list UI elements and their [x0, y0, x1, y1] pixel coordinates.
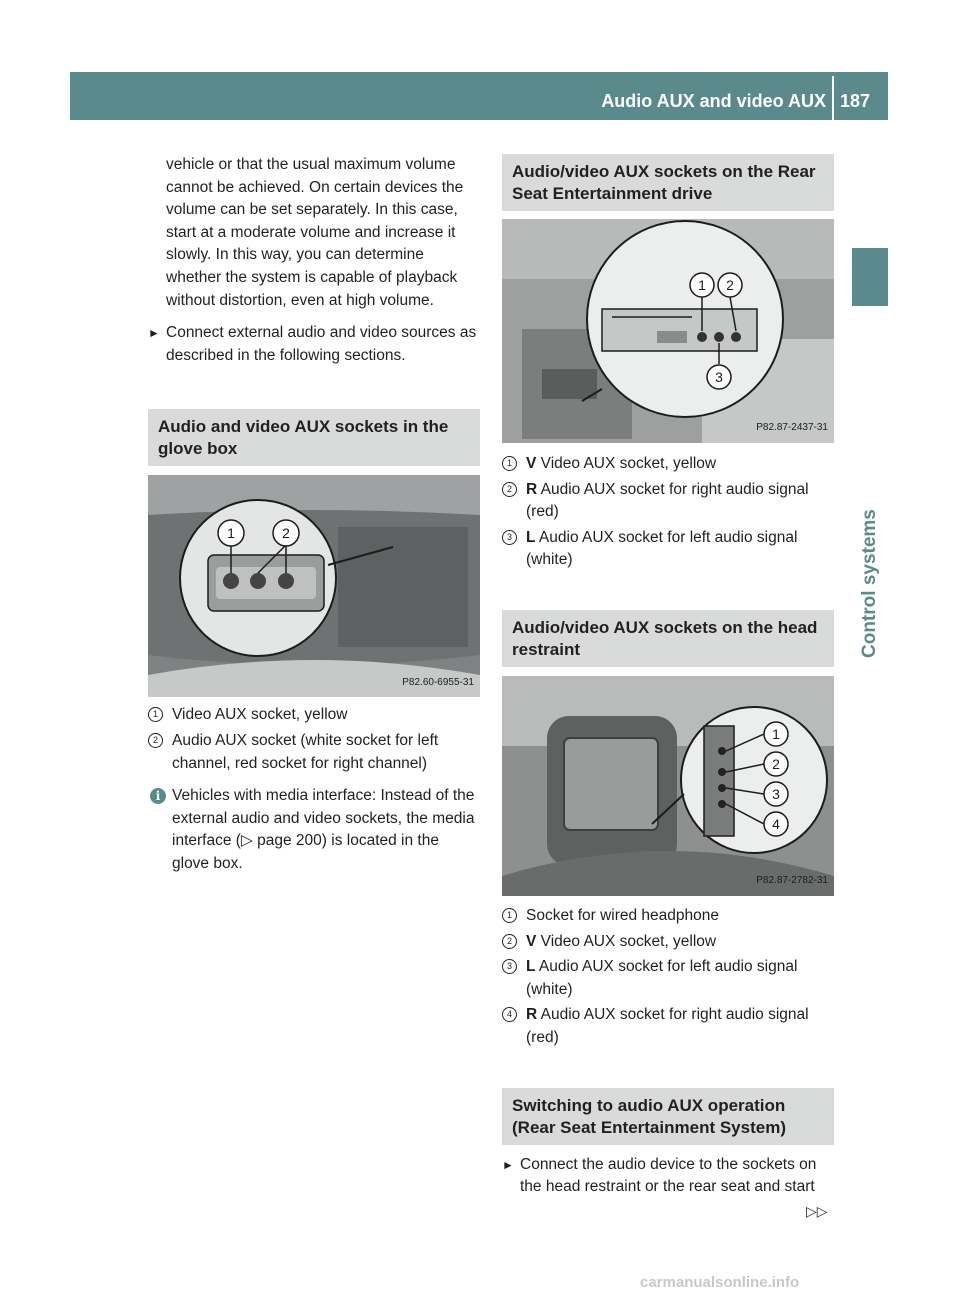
legend-text: Video AUX socket, yellow — [536, 932, 717, 950]
legend-text: Socket for wired headphone — [526, 906, 720, 924]
watermark: carmanualsonline.info — [640, 1274, 800, 1291]
callout-number-icon: 2 — [148, 733, 163, 748]
arrow-bullet-icon: ► — [148, 326, 160, 341]
instruction-bullet — [148, 322, 480, 367]
info-icon: i — [150, 788, 166, 804]
legend-item — [502, 527, 834, 572]
svg-text:2: 2 — [282, 525, 290, 542]
figure-code: P82.87-2437-31 — [756, 422, 828, 434]
legend-item — [502, 479, 834, 524]
callout-number-icon: 1 — [148, 707, 163, 722]
intro-paragraph: vehicle or that the usual maximum volume cannot be achieved. On certain devices the volume can be set separately. In this case, start at a moderate volume and increase it slowly. In this way, you can determine whether the system is capable of playback without distortion, even at high volume. — [166, 156, 464, 309]
legend-item — [148, 704, 480, 727]
legend-text: Audio AUX socket for right audio signal (red) — [526, 480, 809, 521]
svg-text:3: 3 — [772, 785, 780, 802]
callout-number-icon: 3 — [502, 530, 517, 545]
head-restraint-figure — [502, 676, 834, 896]
legend-key: V — [526, 455, 537, 472]
legend-item — [502, 1004, 834, 1049]
legend-item — [148, 730, 480, 775]
page-title: Audio AUX and video AUX — [601, 91, 826, 111]
legend-text: Audio AUX socket for left audio signal (white) — [526, 958, 798, 998]
legend-item — [502, 931, 834, 954]
page-number: 187 — [840, 91, 871, 111]
side-tab-text: Control systems — [859, 509, 880, 658]
instruction-bullet — [502, 1154, 834, 1199]
instruction-text: Connect the audio device to the sockets on the head restraint or the rear seat and start — [520, 1155, 817, 1196]
svg-text:1: 1 — [698, 277, 706, 293]
section-heading-rear-seat: Audio/video AUX sockets on the Rear Seat Entertainment drive — [502, 154, 834, 211]
glove-box-illustration — [148, 475, 480, 697]
legend-item — [502, 905, 834, 928]
svg-text:2: 2 — [772, 755, 780, 772]
info-note — [148, 785, 480, 875]
head-restraint-illustration — [502, 676, 834, 896]
legend-key: V — [526, 932, 537, 950]
callout-number-icon: 3 — [502, 959, 517, 974]
legend-item — [502, 956, 834, 1001]
legend-text: Audio AUX socket for right audio signal (red) — [526, 1006, 809, 1046]
side-tab-label — [856, 318, 886, 658]
continue-marker: ▷▷ — [806, 1203, 828, 1219]
legend-key: R — [526, 1006, 538, 1024]
legend-item — [502, 453, 834, 476]
info-text: Vehicles with media interface: Instead of the external audio and video sockets, the media interface (▷ page 200) is located in the glove box. — [172, 787, 475, 872]
section-heading-glove-box: Audio and video AUX sockets in the glove box — [148, 409, 480, 466]
left-column — [148, 154, 480, 876]
callout-number-icon: 4 — [502, 1007, 517, 1022]
arrow-bullet-icon: ► — [502, 1157, 514, 1172]
right-column — [502, 154, 834, 1199]
section-heading-head-restraint: Audio/video AUX sockets on the head restraint — [502, 610, 834, 667]
legend-key: L — [526, 958, 536, 976]
callout-number-icon: 1 — [502, 908, 517, 923]
rear-seat-figure — [502, 219, 834, 443]
legend-text: Video AUX socket, yellow — [536, 455, 717, 472]
svg-text:4: 4 — [772, 815, 780, 832]
legend-key: L — [526, 528, 536, 546]
section-heading-audio-aux-operation: Switching to audio AUX operation (Rear Seat Entertainment System) — [502, 1088, 834, 1145]
figure-code: P82.60-6955-31 — [402, 676, 474, 688]
callout-number-icon: 2 — [502, 934, 517, 949]
figure-code: P82.87-2782-31 — [756, 875, 828, 887]
svg-text:1: 1 — [227, 525, 235, 542]
legend-text: Audio AUX socket (white socket for left channel, red socket for right channel) — [172, 731, 439, 772]
side-tab-marker — [852, 248, 888, 306]
legend-text: Audio AUX socket for left audio signal (white) — [526, 528, 798, 569]
svg-text:1: 1 — [772, 725, 780, 742]
header-divider — [832, 76, 834, 120]
callout-number-icon: 2 — [502, 482, 517, 497]
svg-text:3: 3 — [715, 369, 723, 385]
instruction-text: Connect external audio and video sources as described in the following sections. — [166, 324, 477, 364]
rear-seat-illustration — [502, 219, 834, 443]
svg-text:2: 2 — [726, 277, 734, 293]
legend-key: R — [526, 480, 538, 498]
callout-number-icon: 1 — [502, 456, 517, 471]
glove-box-figure — [148, 475, 480, 697]
legend-text: Video AUX socket, yellow — [172, 706, 348, 724]
